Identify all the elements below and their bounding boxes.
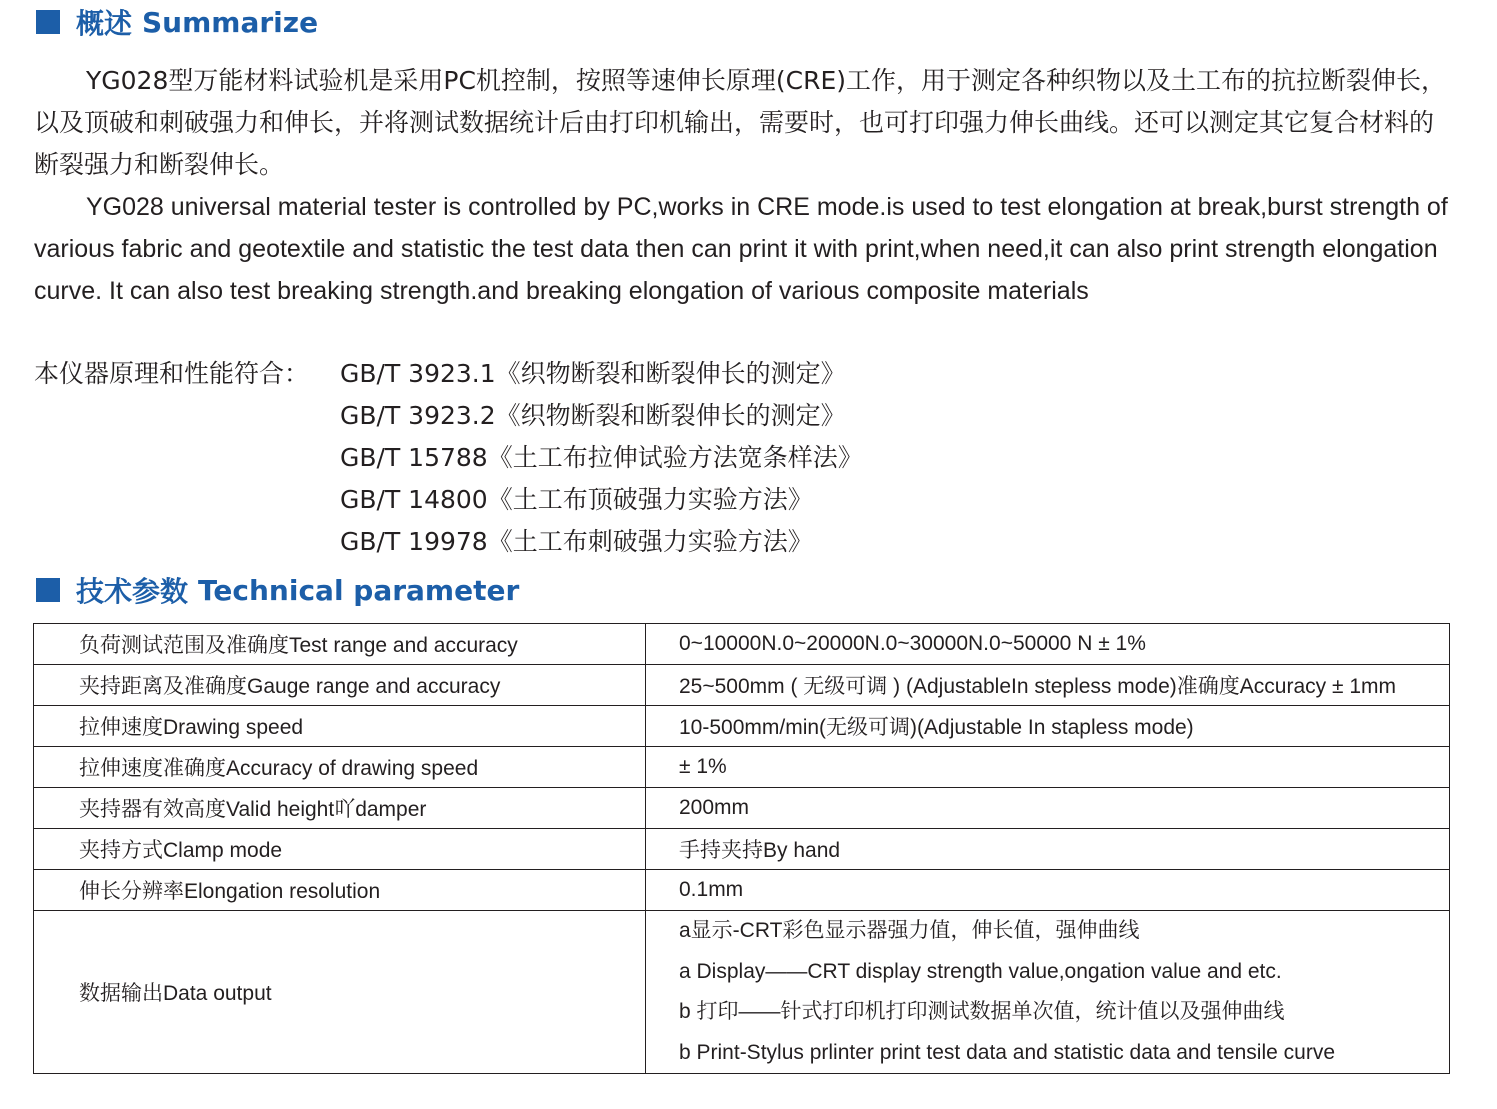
param-value: 0.1mm — [646, 870, 1450, 911]
data-output-label: 数据输出Data output — [34, 911, 646, 1074]
table-row — [34, 747, 1450, 788]
tech-heading — [36, 570, 519, 610]
summary-zh: YG028型万能材料试验机是采用PC机控制，按照等速伸长原理(CRE)工作，用于测定各种织物以及土工布的抗拉断裂伸长，以及顶破和刺破强力和伸长，并将测试数据统计后由打印机输出，需要时，也可打印强力伸长曲线。还可以测定其它复合材料的断裂强力和断裂伸长。 — [34, 66, 1447, 179]
data-output-value — [646, 911, 1450, 1074]
param-value: 10-500mm/min(无级可调)(Adjustable In stapless mode) — [646, 706, 1450, 747]
param-value: 手持夹持By hand — [646, 829, 1450, 870]
param-label: 拉伸速度准确度Accuracy of drawing speed — [34, 747, 646, 788]
summary-heading — [36, 2, 318, 42]
square-bullet-icon — [36, 10, 60, 34]
parameter-table — [33, 623, 1450, 1074]
standard-item: GB/T 3923.2《织物断裂和断裂伸长的测定》 — [340, 401, 846, 430]
data-output-line: b Print-Stylus prlinter print test data and statistic data and tensile curve — [679, 1040, 1335, 1064]
standards-list — [34, 353, 863, 563]
param-label: 负荷测试范围及准确度Test range and accuracy — [34, 624, 646, 665]
param-label: 夹持距离及准确度Gauge range and accuracy — [34, 665, 646, 706]
standard-item: GB/T 19978《土工布刺破强力实验方法》 — [340, 527, 813, 556]
table-row — [34, 911, 1450, 1074]
table-row — [34, 624, 1450, 665]
standard-item: GB/T 3923.1《织物断裂和断裂伸长的测定》 — [340, 359, 846, 388]
param-value: 200mm — [646, 788, 1450, 829]
standard-item: GB/T 14800《土工布顶破强力实验方法》 — [340, 485, 813, 514]
data-output-line: a显示-CRT彩色显示器强力值，伸长值，强伸曲线 — [679, 919, 1140, 942]
param-label: 夹持方式Clamp mode — [34, 829, 646, 870]
table-row — [34, 788, 1450, 829]
tech-heading-en: Technical parameter — [198, 573, 520, 607]
param-label: 夹持器有效高度Valid height吖damper — [34, 788, 646, 829]
param-value: 25~500mm ( 无级可调 ) (AdjustableIn stepless mode)准确度Accuracy ± 1mm — [646, 665, 1450, 706]
summary-body — [34, 60, 1454, 312]
table-row — [34, 665, 1450, 706]
param-value: 0~10000N.0~20000N.0~30000N.0~50000 N ± 1% — [646, 624, 1450, 665]
summary-heading-zh: 概述 — [76, 7, 133, 40]
data-output-line: a Display——CRT display strength value,ongation value and etc. — [679, 959, 1282, 983]
standards-lead: 本仪器原理和性能符合： — [34, 359, 310, 388]
param-label: 拉伸速度Drawing speed — [34, 706, 646, 747]
tech-heading-zh: 技术参数 — [76, 575, 189, 608]
data-output-line: b 打印——针式打印机打印测试数据单次值，统计值以及强伸曲线 — [679, 1000, 1285, 1023]
standard-item: GB/T 15788《土工布拉伸试验方法宽条样法》 — [340, 443, 863, 472]
table-row — [34, 829, 1450, 870]
param-value: ± 1% — [646, 747, 1450, 788]
table-row — [34, 870, 1450, 911]
summary-en: YG028 universal material tester is controlled by PC,works in CRE mode.is used to test elongation at break,burst strength of various fabric and geotextile and statistic the test data then can print it with print,when need,it can also print strength elongation curve. It can also test breaking strength.and breaking elongation of various composite materials — [34, 193, 1448, 305]
table-row — [34, 706, 1450, 747]
summary-heading-en: Summarize — [142, 5, 319, 39]
square-bullet-icon — [36, 578, 60, 602]
param-label: 伸长分辨率Elongation resolution — [34, 870, 646, 911]
